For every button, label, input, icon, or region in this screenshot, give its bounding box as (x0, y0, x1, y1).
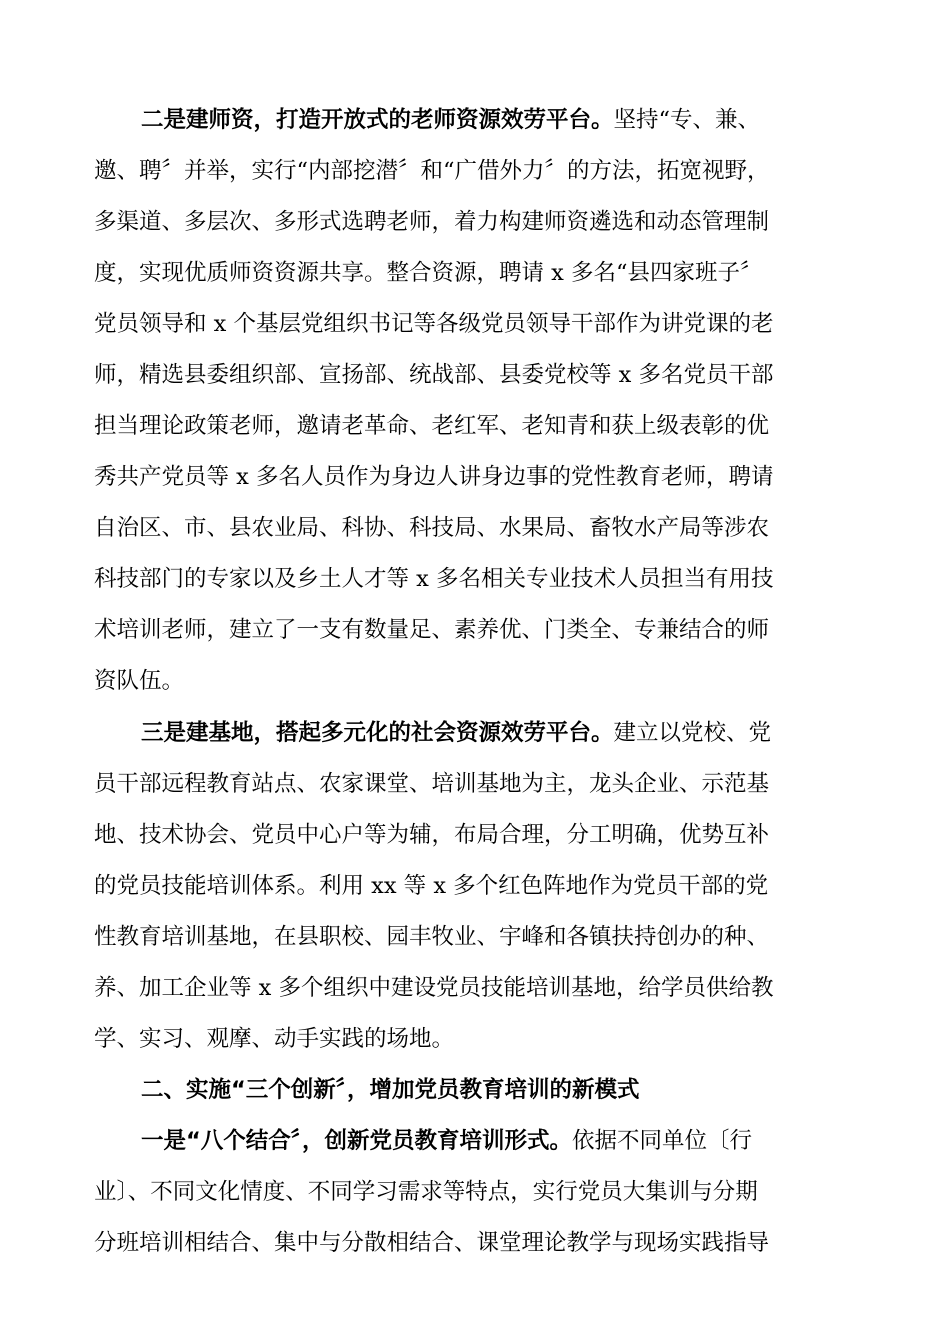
paragraph-2-line-6: 养、加工企业等 x 多个组织中建设党员技能培训基地，给学员供给教 (94, 975, 774, 1001)
paragraph-1-line-7: 担当理论政策老师，邀请老革命、老红军、老知青和获上级表彰的优 (94, 413, 770, 439)
paragraph-3-line-2: 业〕、不同文化情度、不同学习需求等特点，实行党员大集训与分期 (94, 1179, 758, 1205)
paragraph-1-line-9: 自治区、市、县农业局、科协、科技局、水果局、畜牧水产局等涉农 (94, 515, 770, 541)
paragraph-1-line-11: 术培训老师，建立了一支有数量足、素养优、门类全、专兼结合的师 (94, 617, 770, 643)
paragraph-2-line-2: 员干部远程教育站点、农家课堂、培训基地为主，龙头企业、示范基 (94, 771, 770, 797)
paragraph-1-heading: 二是建师资，打造开放式的老师资源效劳平台。 (141, 107, 614, 133)
paragraph-1-line-5: 党员领导和 x 个基层党组织书记等各级党员领导干部作为讲党课的老 (94, 311, 774, 337)
paragraph-1-line-8: 秀共产党员等 x 多名人员作为身边人讲身边事的党性教育老师，聘请 (94, 464, 774, 490)
section-heading: 二、实施“三个创新〞，增加党员教育培训的新模式 (141, 1077, 640, 1103)
paragraph-1-line-1 (141, 102, 760, 138)
paragraph-2-line-1 (141, 715, 771, 751)
paragraph-3-line-3: 分班培训相结合、集中与分散相结合、课堂理论教学与现场实践指导 (94, 1230, 770, 1256)
paragraph-2-heading: 三是建基地，搭起多元化的社会资源效劳平台。 (141, 720, 614, 746)
paragraph-1-line-3: 多渠道、多层次、多形式选聘老师，着力构建师资遴选和动态管理制 (94, 209, 770, 235)
paragraph-1-line-2: 邀、聘〞并举，实行“内部挖潜〞和“广借外力〞的方法，拓宽视野， (94, 158, 770, 184)
paragraph-3-line-1-text: 依据不同单位〔行 (572, 1128, 753, 1154)
paragraph-3-heading: 一是“八个结合〞，创新党员教育培训形式。 (141, 1128, 573, 1154)
paragraph-1-line-4: 度，实现优质师资资源共享。整合资源，聘请 x 多名“县四家班子〞 (94, 260, 763, 286)
paragraph-3-line-1 (141, 1123, 752, 1159)
paragraph-2-line-3: 地、技术协会、党员中心户等为辅，布局合理，分工明确，优势互补 (94, 822, 770, 848)
paragraph-2-line-5: 性教育培训基地，在县职校、园丰牧业、宇峰和各镇扶持创办的种、 (94, 924, 770, 950)
paragraph-1-line-12: 资队伍。 (94, 668, 185, 694)
paragraph-1-line-1-text: 坚持“专、兼、 (613, 107, 761, 133)
paragraph-1-line-10: 科技部门的专家以及乡土人才等 x 多名相关专业技术人员担当有用技 (94, 566, 774, 592)
paragraph-2-line-4: 的党员技能培训体系。利用 xx 等 x 多个红色阵地作为党员干部的党 (94, 873, 769, 899)
paragraph-1-line-6: 师，精选县委组织部、宣扬部、统战部、县委党校等 x 多名党员干部 (94, 362, 774, 388)
paragraph-2-line-1-text: 建立以党校、党 (613, 720, 772, 746)
paragraph-2-line-7: 学、实习、观摩、动手实践的场地。 (94, 1026, 455, 1052)
